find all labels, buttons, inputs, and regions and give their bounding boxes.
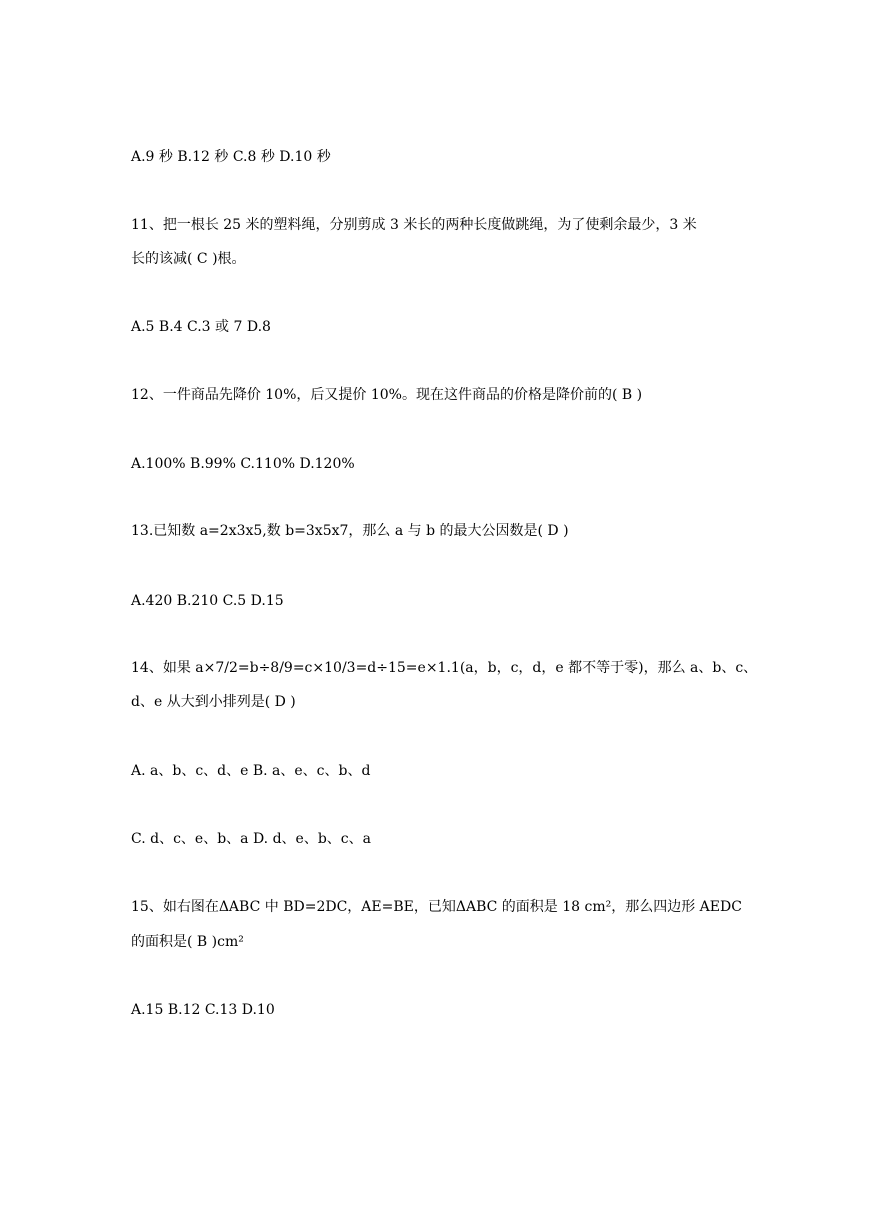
q13-options: A.420 B.210 C.5 D.15 (131, 593, 284, 609)
q15-text-line1: 15、如右图在ΔABC 中 BD=2DC，AE=BE，已知ΔABC 的面积是 18 cm²，那么四边形 AEDC (131, 899, 742, 915)
q10-options: A.9 秒 B.12 秒 C.8 秒 D.10 秒 (131, 149, 331, 165)
q11-text-line2: 长的该减( C )根。 (131, 251, 246, 267)
q15-text-line2: 的面积是( B )cm² (131, 934, 244, 950)
q12-text: 12、一件商品先降价 10%，后又提价 10%。现在这件商品的价格是降价前的( B ) (131, 387, 643, 403)
q14-options-line1: A. a、b、c、d、e B. a、e、c、b、d (131, 763, 371, 779)
q14-text-line2: d、e 从大到小排列是( D ) (131, 694, 296, 710)
q11-text-line1: 11、把一根长 25 米的塑料绳，分别剪成 3 米长的两种长度做跳绳，为了使剩余最少，3 米 (131, 217, 697, 233)
q11-options: A.5 B.4 C.3 或 7 D.8 (131, 319, 271, 335)
q12-options: A.100% B.99% C.110% D.120% (131, 456, 355, 472)
q15-options: A.15 B.12 C.13 D.10 (131, 1002, 275, 1018)
q14-text-line1: 14、如果 a×7/2=b÷8/9=c×10/3=d÷15=e×1.1(a，b，c，d，e 都不等于零)，那么 a、b、c、 (131, 660, 758, 676)
q13-text: 13.已知数 a=2x3x5,数 b=3x5x7，那么 a 与 b 的最大公因数是( D ) (131, 523, 569, 539)
q14-options-line2: C. d、c、e、b、a D. d、e、b、c、a (131, 831, 371, 847)
